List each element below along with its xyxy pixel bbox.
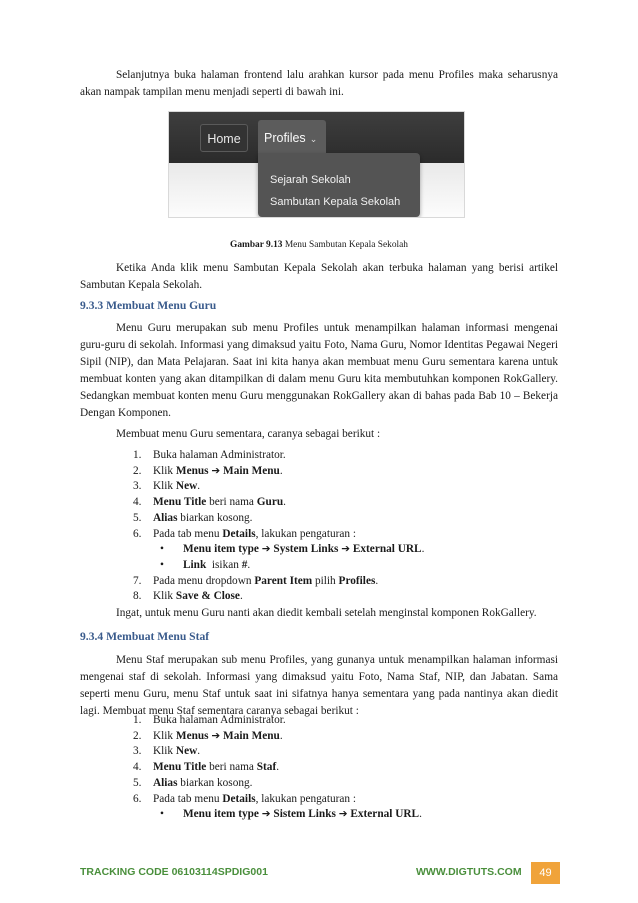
- list-item: • Menu item type ➔ System Links ➔ External URL.: [0, 542, 638, 558]
- bullet-icon: •: [160, 543, 164, 556]
- list-item: 5. Alias biarkan kosong.: [133, 776, 253, 789]
- arrow-right-icon: ➔: [211, 464, 221, 477]
- list-item: • Menu item type ➔ Sistem Links ➔ External URL.: [0, 807, 638, 823]
- figure-caption: Gambar 9.13 Menu Sambutan Kepala Sekolah: [230, 240, 408, 250]
- list-item: 6. Pada tab menu Details, lakukan pengaturan :: [133, 792, 356, 805]
- list-item: 3. Klik New.: [133, 480, 201, 493]
- arrow-right-icon: ➔: [261, 543, 271, 556]
- list-item: 2. Klik Menus ➔ Main Menu.: [133, 729, 283, 742]
- bullet-icon: •: [160, 558, 164, 571]
- heading-membuat-menu-staf: 9.3.4 Membuat Menu Staf: [80, 630, 210, 643]
- profiles-dropdown: [258, 153, 420, 217]
- home-menu-button[interactable]: Home: [200, 124, 248, 152]
- heading-membuat-menu-guru: 9.3.3 Membuat Menu Guru: [80, 299, 217, 312]
- guru-note-paragraph: Ingat, untuk menu Guru nanti akan diedit kembali setelah menginstal komponen RokGallery.: [116, 607, 537, 619]
- chevron-down-icon: ⌄: [309, 134, 318, 144]
- dropdown-item-sambutan-kepala-sekolah[interactable]: Sambutan Kepala Sekolah: [270, 196, 401, 208]
- bullet-icon: •: [160, 808, 164, 821]
- list-item: • Link isikan #.: [0, 558, 638, 574]
- footer-tracking-code: TRACKING CODE 06103114SPDIG001: [80, 866, 268, 878]
- menu-screenshot-figure: [168, 111, 465, 218]
- intro-paragraph: Selanjutnya buka halaman frontend lalu arahkan kursor pada menu Profiles maka seharusnya akan nampak tampilan menu menjadi seperti di bawah ini.: [80, 69, 558, 98]
- staf-intro-paragraph: Menu Staf merupakan sub menu Profiles, yang gunanya untuk menampilkan halaman informasi mengenai staf di sekolah. Informasi yang dimaksud yaitu Foto, Nama Staf, NIP, dan Jabatan. Sama seperti menu Guru, menu Staf untuk saat ini sifatnya hanya sementara yang pada nantinya akan diedit lagi. Membuat menu Staf sementara caranya sebagai berikut :: [80, 654, 558, 717]
- after-figure-paragraph: Ketika Anda klik menu Sambutan Kepala Sekolah akan terbuka halaman yang berisi artikel Sambutan Kepala Sekolah.: [80, 262, 558, 291]
- guru-steps-intro: Membuat menu Guru sementara, caranya sebagai berikut :: [116, 428, 381, 440]
- list-item: 1. Buka halaman Administrator.: [133, 449, 286, 461]
- list-item: 1. Buka halaman Administrator.: [133, 714, 286, 726]
- list-item: 4. Menu Title beri nama Staf.: [133, 761, 280, 774]
- arrow-right-icon: ➔: [338, 808, 348, 821]
- staf-steps-list: [0, 713, 638, 823]
- guru-intro-paragraph: Menu Guru merupakan sub menu Profiles untuk menampilkan halaman informasi mengenai guru-guru di sekolah. Informasi yang dimaksud yaitu Foto, Nama Guru, Nomor Identitas Pegawai Negeri Sipil (NIP), dan Mata Pelajaran. Saat ini kita hanya akan membuat menu Guru sementara karena untuk membuat konten yang akan ditampilkan di dalam menu Guru kita membutuhkan komponen RokGallery. Sedangkan membuat konten menu Guru menggunakan RokGallery akan di bahas pada Bab 10 – Bekerja Dengan Komponen.: [80, 322, 558, 419]
- dropdown-item-sejarah-sekolah[interactable]: Sejarah Sekolah: [270, 174, 351, 186]
- footer-website-link[interactable]: WWW.DIGTUTS.COM: [416, 866, 522, 878]
- guru-steps-list: [0, 448, 638, 605]
- list-item: 8. Klik Save & Close.: [133, 590, 243, 603]
- list-item: 7. Pada menu dropdown Parent Item pilih Profiles.: [133, 574, 379, 587]
- list-item: 5. Alias biarkan kosong.: [133, 511, 253, 524]
- arrow-right-icon: ➔: [341, 543, 351, 556]
- page-number-badge: 49: [531, 862, 560, 884]
- list-item: 3. Klik New.: [133, 745, 201, 758]
- arrow-right-icon: ➔: [261, 808, 271, 821]
- arrow-right-icon: ➔: [211, 729, 221, 742]
- profiles-label: Profiles: [264, 131, 306, 145]
- list-item: 2. Klik Menus ➔ Main Menu.: [133, 464, 283, 477]
- list-item: 6. Pada tab menu Details, lakukan pengaturan :: [133, 527, 356, 540]
- list-item: 4. Menu Title beri nama Guru.: [133, 496, 286, 509]
